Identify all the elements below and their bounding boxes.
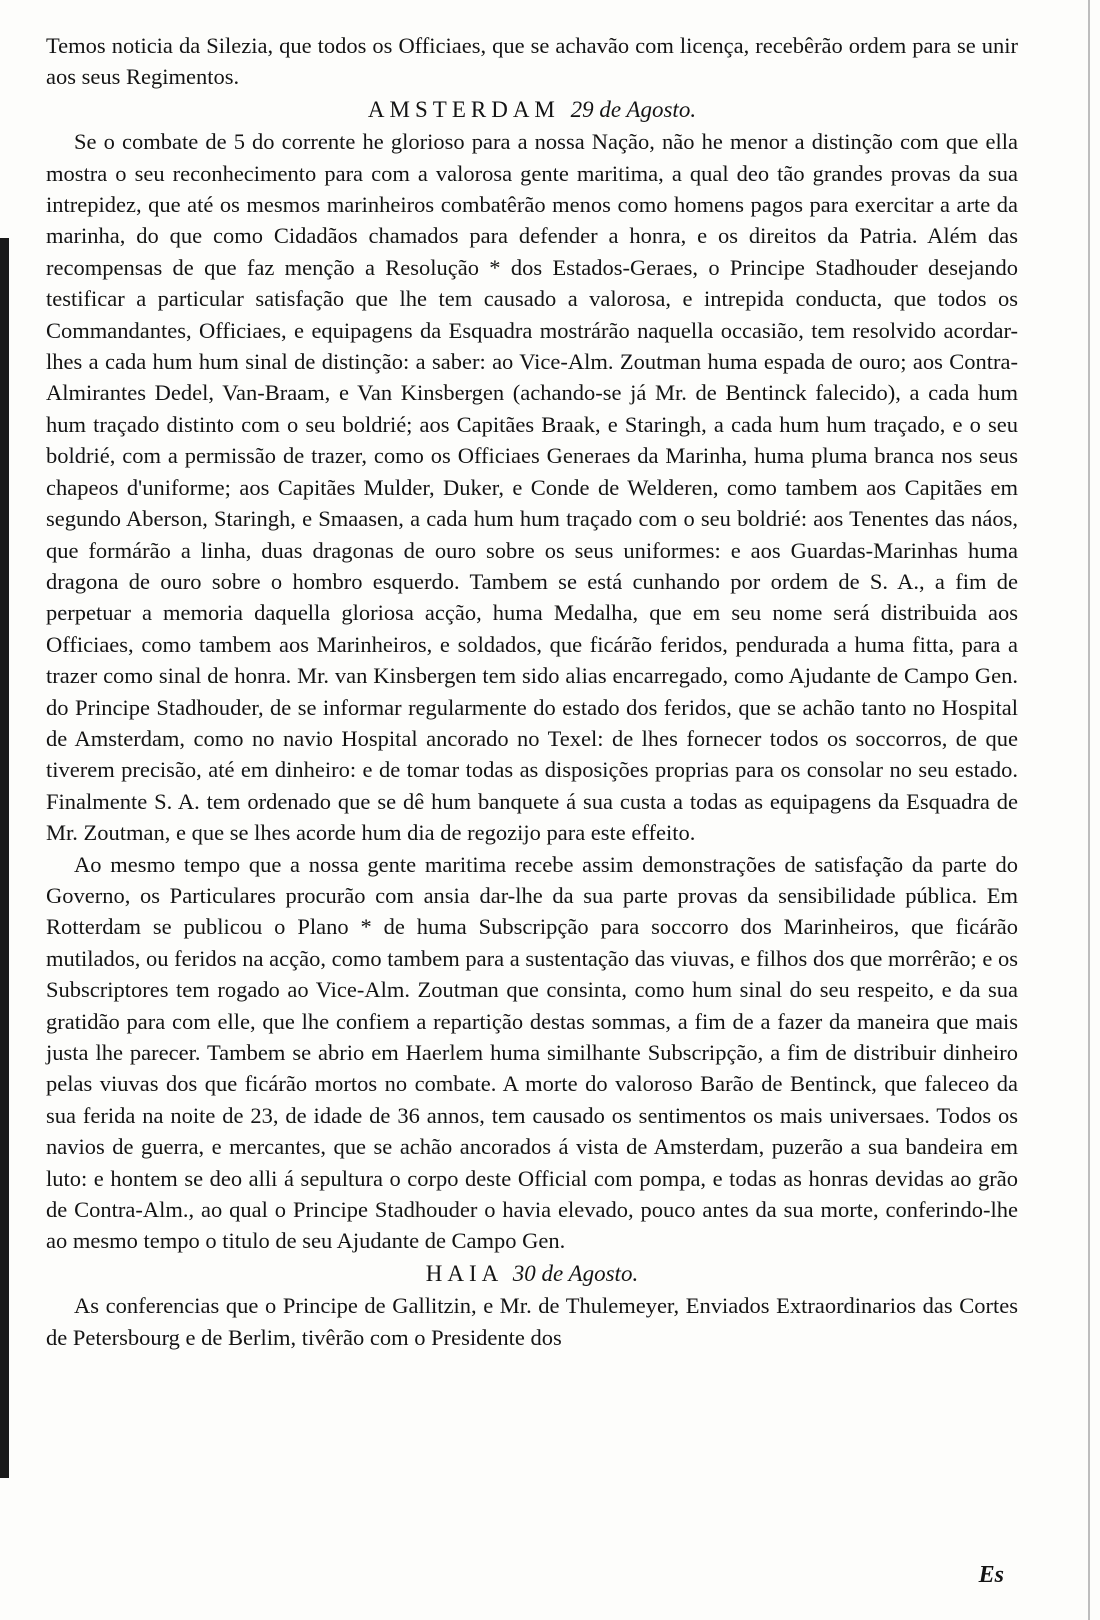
scan-edge-shadow xyxy=(0,238,9,1478)
haia-paragraph-1: As conferencias que o Principe de Gallitzin, e Mr. de Thulemeyer, Enviados Extraordinarios das Cortes de Petersbourg e de Berlim, tivêrão com o Presidente dos xyxy=(46,1293,1018,1350)
catchword: Es xyxy=(978,1562,1004,1588)
amsterdam-paragraph-2: Ao mesmo tempo que a nossa gente maritima recebe assim demonstrações de satisfação da parte do Governo, os Particulares procurão com ansia dar-lhe da sua parte provas da sensibilidade pública. Em Rotterdam se publicou o Plano * de huma Subscripção para soccorro dos Marinheiros, que ficárão mutilados, ou feridos na acção, como tambem para a sustentação das viuvas, e filhos dos que morrêrão; e os Subscriptores tem rogado ao Vice-Alm. Zoutman que consinta, como hum sinal do seu respeito, e da sua gratidão para com elle, que lhe confiem a repartição destas sommas, a fim de a fazer da maneira que mais justa lhe parecer. Tambem se abrio em Haerlem huma similhante Subscripção, a fim de distribuir dinheiro pelas viuvas dos que ficárão mortos no combate. A morte do valoroso Barão de Bentinck, que faleceo da sua ferida na noite de 23, de idade de 36 annos, tem causado os sentimentos os mais universaes. Todos os navios de guerra, e mercantes, que se achão ancorados á vista de Amsterdam, puzerão a sua bandeira em luto: e hontem se deo alli á sepultura o corpo deste Official com pompa, e todas as honras devidas ao grão de Contra-Alm., ao qual o Principe Stadhouder o havia elevado, pouco antes da sua morte, conferindo-lhe ao mesmo tempo o titulo de seu Ajudante de Campo Gen. xyxy=(46,851,1018,1254)
heading-haia-place: HAIA xyxy=(425,1260,503,1286)
heading-amsterdam-place: AMSTERDAM xyxy=(367,96,560,122)
heading-haia-date: 30 de Agosto. xyxy=(512,1260,639,1286)
heading-haia xyxy=(46,1258,1018,1289)
text-column xyxy=(46,30,1018,1353)
article-silesia: Temos noticia da Silezia, que todos os Officiaes, que se achavão com licença, recebêrão ordem para se unir aos seus Regimentos. xyxy=(46,33,1018,90)
heading-amsterdam-date: 29 de Agosto. xyxy=(570,96,697,122)
amsterdam-paragraph-1: Se o combate de 5 do corrente he glorioso para a nossa Nação, não he menor a distinção com que ella mostra o seu reconhecimento para com a valorosa gente maritima, a qual deo tão grandes provas da sua intrepidez, que até os mesmos marinheiros combatêrão menos como homens pagos para exercitar a arte da marinha, do que como Cidadãos chamados para defender a honra, e os direitos da Patria. Além das recompensas de que faz menção a Resolução * dos Estados-Geraes, o Principe Stadhouder desejando testificar a particular satisfação que lhe tem causado a valorosa, e intrepida conducta, que todos os Commandantes, Officiaes, e equipagens da Esquadra mostrárão naquella occasião, tem resolvido acordar-lhes a cada hum hum sinal de distinção: a saber: ao Vice-Alm. Zoutman huma espada de ouro; aos Contra-Almirantes Dedel, Van-Braam, e Van Kinsbergen (achando-se já Mr. de Bentinck falecido), a cada hum hum traçado distinto com o seu boldrié; aos Capitães Braak, e Staringh, a cada hum hum traçado, e o seu boldrié, com a permissão de trazer, como os Officiaes Generaes da Marinha, huma pluma branca nos seus chapeos d'uniforme; aos Capitães Mulder, Duker, e Conde de Welderen, como tambem aos Capitães em segundo Aberson, Staringh, e Smaasen, a cada hum hum traçado com o seu boldrié: aos Tenentes das náos, que formárão a linha, duas dragonas de ouro sobre os seus uniformes: e aos Guardas-Marinhas huma dragona de ouro sobre o hombro esquerdo. Tambem se está cunhando por ordem de S. A., a fim de perpetuar a memoria daquella gloriosa acção, huma Medalha, que em seu nome será distribuida aos Officiaes, como tambem aos Marinheiros, e soldados, que ficárão feridos, pendurada a huma fitta, para a trazer como sinal de honra. Mr. van Kinsbergen tem sido alias encarregado, como Ajudante de Campo Gen. do Principe Stadhouder, de se informar regularmente do estado dos feridos, que se achão tanto no Hospital de Amsterdam, como no navio Hospital ancorado no Texel: de lhes fornecer todos os soccorros, de que tiverem precisão, até em dinheiro: e de tomar todas as disposições proprias para os consolar no seu estado. Finalmente S. A. tem ordenado que se dê hum banquete á sua custa a todas as equipagens da Esquadra de Mr. Zoutman, e que se lhes acorde hum dia de regozijo para este effeito. xyxy=(46,129,1018,846)
heading-amsterdam xyxy=(46,94,1018,125)
page-edge-line xyxy=(1088,0,1090,1620)
